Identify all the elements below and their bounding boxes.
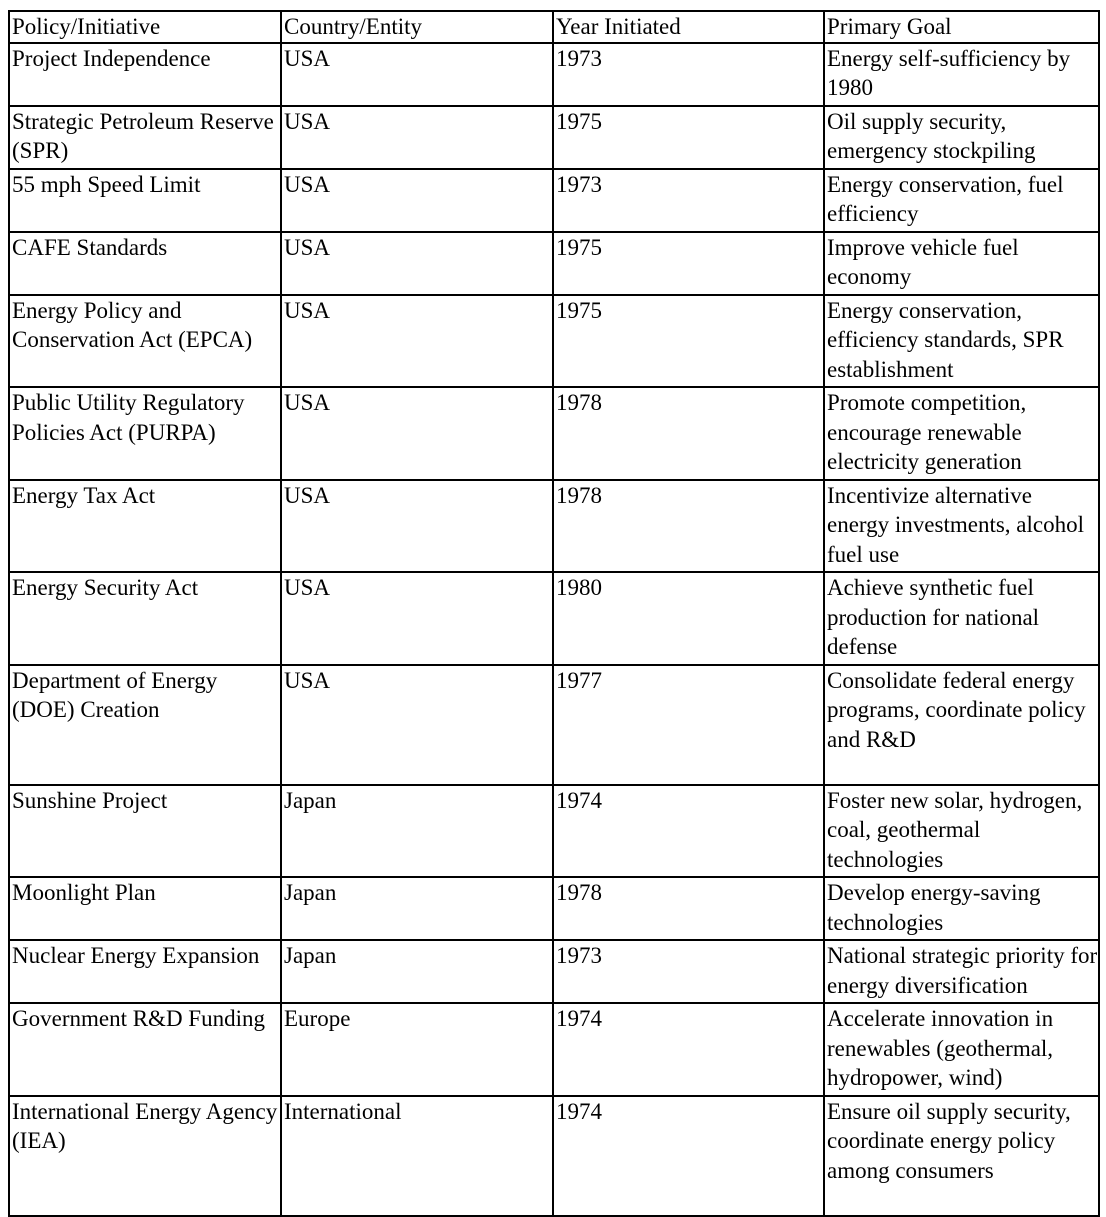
cell-goal: Accelerate innovation in renewables (geothermal, hydropower, wind) [824,1003,1099,1096]
cell-policy: Government R&D Funding [9,1003,281,1096]
cell-policy: International Energy Agency (IEA) [9,1096,281,1216]
table-row [9,572,1099,665]
cell-policy: Public Utility Regulatory Policies Act (PURPA) [9,387,281,480]
table-row [9,785,1099,878]
table-row [9,877,1099,940]
cell-year: 1978 [553,387,824,480]
policy-table [8,10,1100,1217]
header-goal: Primary Goal [824,11,1099,43]
cell-country: International [281,1096,553,1216]
cell-policy: CAFE Standards [9,232,281,295]
cell-country: Japan [281,940,553,1003]
cell-goal: Energy conservation, fuel efficiency [824,169,1099,232]
cell-year: 1973 [553,169,824,232]
table-row [9,43,1099,106]
cell-policy: Sunshine Project [9,785,281,878]
cell-policy: Department of Energy (DOE) Creation [9,665,281,785]
cell-policy: Energy Policy and Conservation Act (EPCA) [9,295,281,388]
cell-year: 1977 [553,665,824,785]
cell-year: 1978 [553,480,824,573]
cell-goal: Promote competition, encourage renewable electricity generation [824,387,1099,480]
cell-goal: Oil supply security, emergency stockpiling [824,106,1099,169]
cell-goal: Achieve synthetic fuel production for national defense [824,572,1099,665]
cell-year: 1974 [553,785,824,878]
header-policy: Policy/Initiative [9,11,281,43]
table-row [9,1003,1099,1096]
cell-country: USA [281,387,553,480]
cell-policy: Energy Tax Act [9,480,281,573]
cell-policy: Energy Security Act [9,572,281,665]
cell-year: 1974 [553,1096,824,1216]
cell-goal: Foster new solar, hydrogen, coal, geothermal technologies [824,785,1099,878]
cell-country: USA [281,665,553,785]
cell-country: USA [281,480,553,573]
table-row [9,106,1099,169]
cell-year: 1980 [553,572,824,665]
cell-country: USA [281,295,553,388]
cell-policy: Nuclear Energy Expansion [9,940,281,1003]
cell-goal: Incentivize alternative energy investments, alcohol fuel use [824,480,1099,573]
cell-year: 1973 [553,43,824,106]
header-country: Country/Entity [281,11,553,43]
cell-country: Japan [281,785,553,878]
cell-year: 1975 [553,106,824,169]
cell-country: USA [281,232,553,295]
cell-goal: National strategic priority for energy diversification [824,940,1099,1003]
cell-country: USA [281,572,553,665]
header-year: Year Initiated [553,11,824,43]
table-header-row [9,11,1099,43]
table-row [9,665,1099,785]
cell-policy: Moonlight Plan [9,877,281,940]
cell-goal: Improve vehicle fuel economy [824,232,1099,295]
cell-year: 1974 [553,1003,824,1096]
cell-country: Japan [281,877,553,940]
cell-year: 1975 [553,295,824,388]
cell-policy: Project Independence [9,43,281,106]
table-row [9,940,1099,1003]
cell-year: 1973 [553,940,824,1003]
table-row [9,169,1099,232]
cell-year: 1978 [553,877,824,940]
cell-goal: Energy self-sufficiency by 1980 [824,43,1099,106]
cell-year: 1975 [553,232,824,295]
cell-country: Europe [281,1003,553,1096]
cell-policy: Strategic Petroleum Reserve (SPR) [9,106,281,169]
cell-country: USA [281,106,553,169]
table-row [9,480,1099,573]
cell-goal: Consolidate federal energy programs, coordinate policy and R&D [824,665,1099,785]
cell-policy: 55 mph Speed Limit [9,169,281,232]
cell-country: USA [281,169,553,232]
table-row [9,295,1099,388]
table-row [9,387,1099,480]
cell-country: USA [281,43,553,106]
table-row [9,232,1099,295]
cell-goal: Develop energy-saving technologies [824,877,1099,940]
cell-goal: Ensure oil supply security, coordinate energy policy among consumers [824,1096,1099,1216]
cell-goal: Energy conservation, efficiency standards, SPR establishment [824,295,1099,388]
